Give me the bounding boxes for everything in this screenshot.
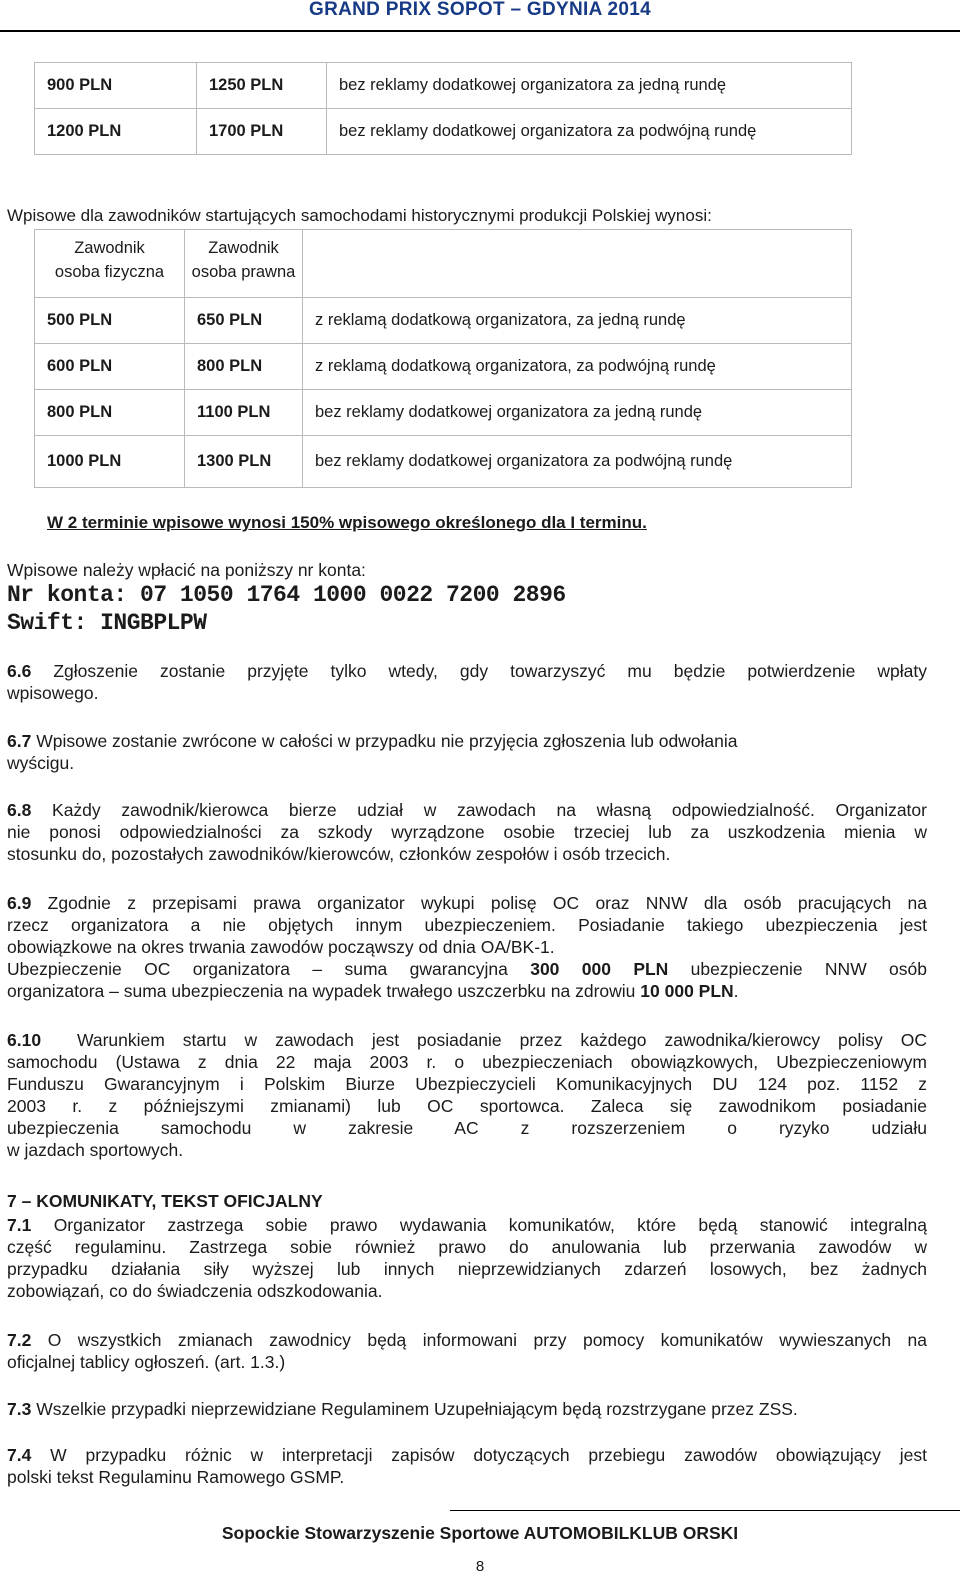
paragraph-text: przypadku działania siły wyższej lub innych nieprzewidzianych zdarzeń losowych, bez żadnych [7,1259,927,1279]
table-cell: z reklamą dodatkową organizatora, za podwójną rundę [303,344,852,390]
table-header-row [35,230,852,298]
column-header-line: osoba prawna [191,263,296,281]
paragraph-text: w jazdach sportowych. [7,1140,184,1160]
table-cell: 1300 PLN [185,436,303,488]
paragraph-text: Zgodnie z przepisami prawa organizator wykupi polisę OC oraz NNW dla osób pracujących na [47,893,927,913]
paragraph-text: Warunkiem startu w zawodach jest posiadanie przez każdego zawodnika/kierowcy polisy OC [76,1030,927,1050]
paragraph-text: polski tekst Regulaminu Ramowego GSMP. [7,1467,345,1487]
paragraph-text: oficjalnej tablicy ogłoszeń. (art. 1.3.) [7,1352,286,1372]
section-6-8 [7,799,927,865]
section-number: 6.8 [7,800,32,820]
column-header-legal-person [185,230,303,298]
section-6-9 [7,892,927,1002]
column-header-line: osoba fizyczna [54,263,165,281]
paragraph-line [7,958,927,980]
table-cell: bez reklamy dodatkowej organizatora za jedną rundę [327,63,852,109]
page-header-title: GRAND PRIX SOPOT – GDYNIA 2014 [309,0,651,20]
column-header-natural-person [35,230,185,298]
paragraph-text: 2003 r. z późniejszymi zmianami) lub OC sportowca. Zaleca się zawodnikom posiadanie [7,1096,927,1116]
table-row [35,344,852,390]
second-term-note: W 2 terminie wpisowe wynosi 150% wpisowego określonego dla I terminu. [47,513,647,532]
table-row [35,63,852,109]
table-cell: 650 PLN [185,298,303,344]
footer-rule [450,1510,960,1511]
paragraph-text: zobowiązań, co do świadczenia odszkodowania. [7,1281,383,1301]
paragraph-text: Funduszu Gwarancyjnym i Polskim Biurze Ubezpieczycieli Komunikacyjnych DU 124 poz. 1152 z [7,1074,927,1094]
column-header-line: Zawodnik [208,239,279,257]
paragraph-text: W przypadku różnic w interpretacji zapisów dotyczących przebiegu zawodów obowiązujący jest [50,1445,927,1465]
section-7-4 [7,1444,927,1488]
table-cell: 1100 PLN [185,390,303,436]
section-number: 6.6 [7,661,32,681]
table-cell: 800 PLN [185,344,303,390]
section-6-10 [7,1029,927,1161]
column-header-line: Zawodnik [74,239,145,257]
paragraph-text: samochodu (Ustawa z dnia 22 maja 2003 r. o ubezpieczeniach obowiązkowych, Ubezpieczeniowym [7,1052,927,1072]
footer-organization: Sopockie Stowarzyszenie Sportowe AUTOMOBILKLUB ORSKI [221,1523,739,1543]
table-cell: 1250 PLN [197,63,327,109]
table-row [35,436,852,488]
paragraph-text: Zgłoszenie zostanie przyjęte tylko wtedy, gdy towarzyszyć mu będzie potwierdzenie wpłaty [53,661,927,681]
amount-nnw: 10 000 PLN [640,981,734,1001]
paragraph-line [7,981,739,1001]
table-cell: 1200 PLN [35,109,197,155]
table-cell: z reklamą dodatkową organizatora, za jedną rundę [303,298,852,344]
paragraph-text: Wszelkie przypadki nieprzewidziane Regulaminem Uzupełniającym będą rozstrzygane przez ZSS. [36,1399,798,1419]
paragraph-text: Każdy zawodnik/kierowca bierze udział w zawodach na własną odpowiedzialność. Organizator [52,800,927,820]
page-number: 8 [475,1558,485,1575]
paragraph-text: nie ponosi odpowiedzialności za szkody wyrządzone osobie trzeciej lub za uszkodzenia mienia w [7,822,927,842]
paragraph-text: rzecz organizatora a nie objętych innym ubezpieczeniem. Posiadanie takiego ubezpieczenia jest [7,915,927,935]
section-7-2 [7,1329,927,1373]
paragraph-text: wpisowego. [7,683,99,703]
paragraph-text: wyścigu. [7,753,75,773]
entry-fee-table-historic [34,229,852,488]
payment-intro: Wpisowe należy wpłacić na poniższy nr konta: [7,560,366,580]
paragraph-text: organizatora – suma ubezpieczenia na wypadek trwałego uszczerbku na zdrowiu [7,981,641,1001]
table-cell: 500 PLN [35,298,185,344]
table-cell: 1000 PLN [35,436,185,488]
section-7-heading: 7 – KOMUNIKATY, TEKST OFICJALNY [7,1191,323,1211]
table-cell: bez reklamy dodatkowej organizatora za podwójną rundę [327,109,852,155]
section-6-7 [7,730,927,774]
section-7-1 [7,1214,927,1302]
paragraph-text: ubezpieczenia samochodu w zakresie AC z rozszerzeniem o ryzyko udziału [7,1118,927,1138]
section-number: 6.7 [7,731,32,751]
section-number: 7.2 [7,1330,32,1350]
section-number: 7.1 [7,1215,32,1235]
table-row [35,109,852,155]
paragraph-text: Wpisowe zostanie zwrócone w całości w przypadku nie przyjęcia zgłoszenia lub odwołania [36,731,738,751]
paragraph-text: stosunku do, pozostałych zawodników/kierowców, członków zespołów i osób trzecich. [7,844,671,864]
paragraph-text: O wszystkich zmianach zawodnicy będą informowani przy pomocy komunikatów wywieszanych na [47,1330,927,1350]
table-cell: 1700 PLN [197,109,327,155]
historic-cars-intro: Wpisowe dla zawodników startujących samochodami historycznymi produkcji Polskiej wynosi: [7,206,712,225]
entry-fee-table-standard [34,62,852,155]
section-6-6 [7,660,927,704]
section-number: 7.4 [7,1445,32,1465]
column-header-empty [303,230,852,298]
paragraph-text: Organizator zastrzega sobie prawo wydawania komunikatów, które będą stanowić integralną [53,1215,927,1235]
table-row [35,390,852,436]
amount-oc: 300 000 PLN [530,959,669,979]
table-cell: bez reklamy dodatkowej organizatora za podwójną rundę [303,436,852,488]
bank-account-number: Nr konta: 07 1050 1764 1000 0022 7200 2896 [7,582,566,608]
section-number: 6.9 [7,893,32,913]
table-cell: 900 PLN [35,63,197,109]
paragraph-text: obowiązkowe na okres trwania zawodów począwszy od dnia OA/BK-1. [7,937,555,957]
table-cell: 800 PLN [35,390,185,436]
table-cell: bez reklamy dodatkowej organizatora za jedną rundę [303,390,852,436]
paragraph-text: . [733,981,739,1001]
section-7-3 [7,1398,927,1420]
table-row [35,298,852,344]
section-number: 6.10 [7,1030,42,1050]
paragraph-text: ubezpieczenie NNW osób [668,959,928,979]
header-rule [0,30,960,32]
table-cell: 600 PLN [35,344,185,390]
swift-code: Swift: INGBPLPW [7,610,207,636]
section-number: 7.3 [7,1399,32,1419]
paragraph-text: Ubezpieczenie OC organizatora – suma gwarancyjna [7,959,531,979]
paragraph-text: część regulaminu. Zastrzega sobie również prawo do anulowania lub przerwania zawodów w [7,1237,927,1257]
